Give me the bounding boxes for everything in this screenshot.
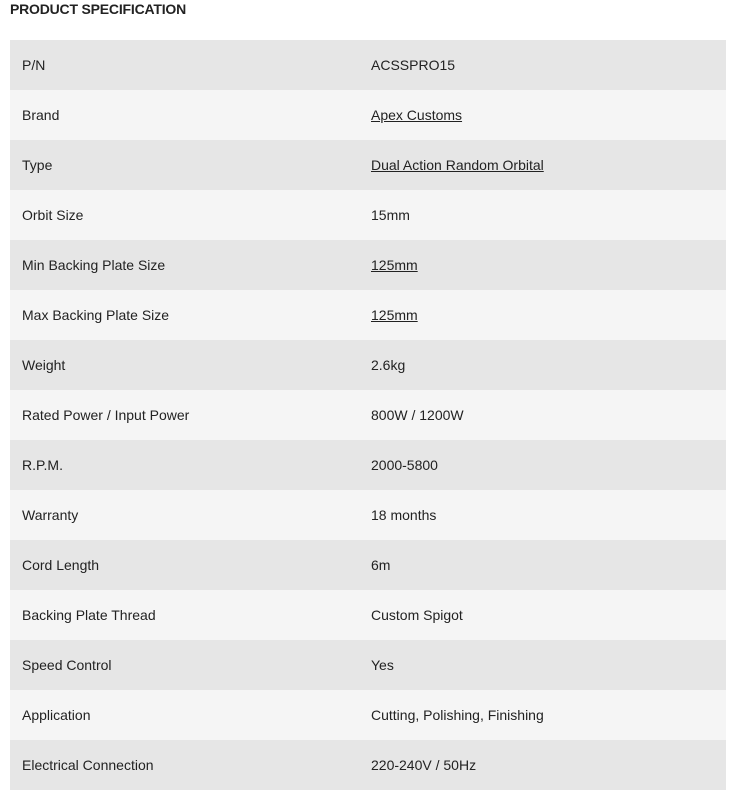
spec-row [10,90,726,140]
spec-row [10,740,726,790]
spec-value-cell [359,490,726,540]
spec-value-cell [359,640,726,690]
spec-label: Application [10,690,359,740]
spec-row [10,640,726,690]
spec-label: Max Backing Plate Size [10,290,359,340]
spec-row [10,240,726,290]
spec-label: Orbit Size [10,190,359,240]
spec-value-cell [359,390,726,440]
section-heading: PRODUCT SPECIFICATION [10,1,186,17]
spec-label: Weight [10,340,359,390]
spec-label: Speed Control [10,640,359,690]
spec-value: 18 months [371,507,437,523]
spec-value: Custom Spigot [371,607,463,623]
spec-value-cell [359,540,726,590]
spec-value-link[interactable]: 125mm [371,307,418,323]
spec-label: Warranty [10,490,359,540]
spec-value-cell [359,590,726,640]
spec-value: 2.6kg [371,357,406,373]
spec-row [10,290,726,340]
spec-value: Cutting, Polishing, Finishing [371,707,544,723]
spec-value-cell [359,340,726,390]
specification-table [10,40,726,790]
spec-row [10,690,726,740]
spec-value: 2000-5800 [371,457,438,473]
spec-value-link[interactable]: 125mm [371,257,418,273]
spec-value-cell [359,690,726,740]
spec-row [10,40,726,90]
spec-label: R.P.M. [10,440,359,490]
spec-label: Backing Plate Thread [10,590,359,640]
spec-label: Rated Power / Input Power [10,390,359,440]
spec-row [10,140,726,190]
spec-value-cell [359,90,726,140]
spec-value-cell [359,140,726,190]
spec-value-cell [359,40,726,90]
spec-value: Yes [371,657,394,673]
spec-label: P/N [10,40,359,90]
specification-table-body [10,40,726,790]
spec-value-link[interactable]: Dual Action Random Orbital [371,157,544,173]
spec-row [10,490,726,540]
spec-label: Electrical Connection [10,740,359,790]
spec-row [10,590,726,640]
spec-value: 15mm [371,207,410,223]
spec-value-cell [359,190,726,240]
spec-row [10,440,726,490]
spec-value-cell [359,240,726,290]
spec-row [10,390,726,440]
spec-value: 220-240V / 50Hz [371,757,477,773]
spec-value-cell [359,440,726,490]
spec-row [10,540,726,590]
spec-value-cell [359,740,726,790]
spec-row [10,340,726,390]
spec-value-cell [359,290,726,340]
spec-value: 800W / 1200W [371,407,464,423]
spec-value: ACSSPRO15 [371,57,456,73]
spec-row [10,190,726,240]
spec-value: 6m [371,557,391,573]
spec-label: Min Backing Plate Size [10,240,359,290]
spec-label: Cord Length [10,540,359,590]
spec-label: Brand [10,90,359,140]
spec-value-link[interactable]: Apex Customs [371,107,463,123]
spec-label: Type [10,140,359,190]
